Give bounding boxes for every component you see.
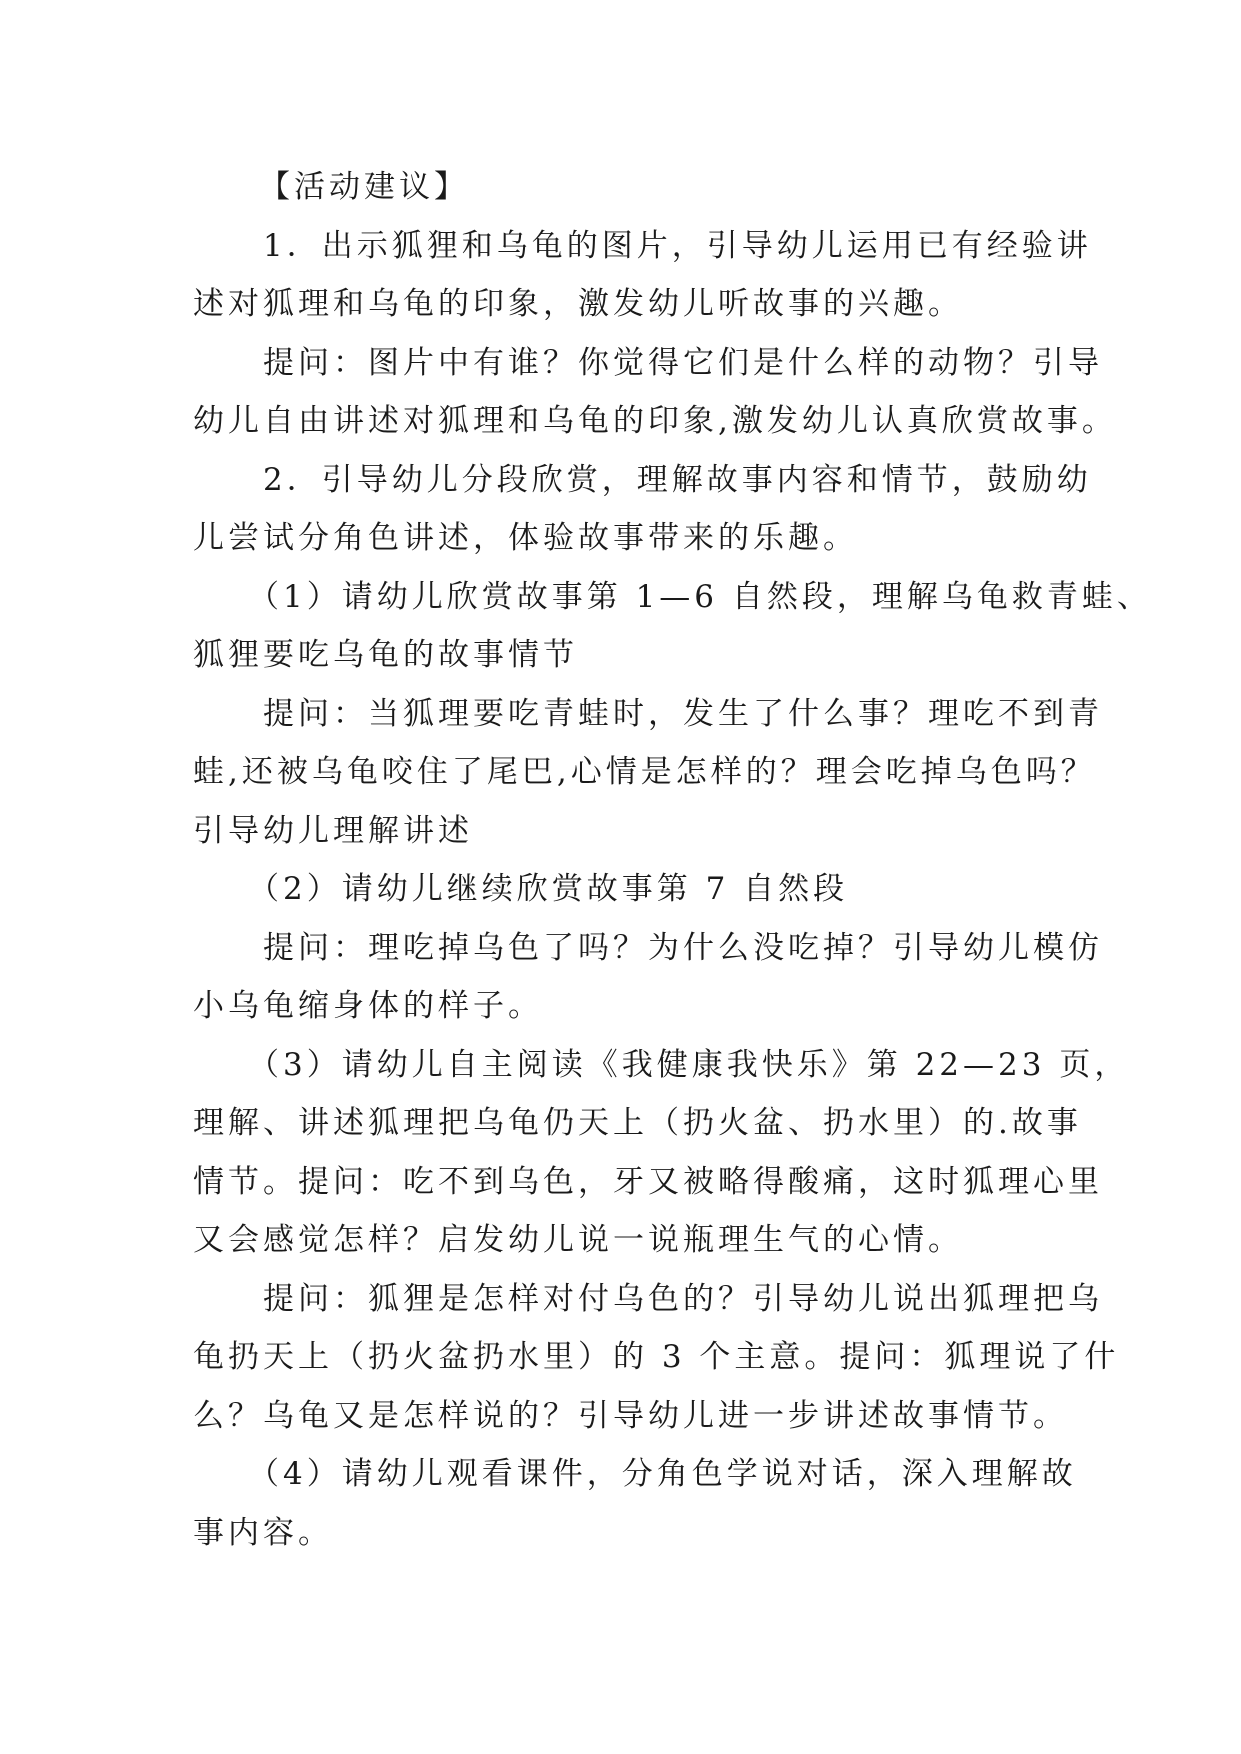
paragraph-line: 提问：图片中有谁？你觉得它们是什么样的动物？引导	[263, 344, 1103, 381]
paragraph-line: 2．引导幼儿分段欣赏，理解故事内容和情节，鼓励幼	[263, 461, 1092, 498]
paragraph-line: 提问：当狐理要吃青蛙时，发生了什么事？理吃不到青	[263, 695, 1103, 732]
paragraph-line: （1）请幼儿欣赏故事第 1—6 自然段，理解乌龟救青蛙、	[248, 578, 1152, 615]
document-body	[193, 158, 1152, 1562]
section-heading: 【活动建议】	[259, 169, 469, 205]
paragraph-line: 蛙,还被乌龟咬住了尾巴,心情是怎样的？理会吃掉乌色吗？	[193, 754, 1096, 790]
paragraph-line: 述对狐理和乌龟的印象，激发幼儿听故事的兴趣。	[193, 286, 963, 322]
paragraph-line: （2）请幼儿继续欣赏故事第 7 自然段	[248, 871, 849, 907]
paragraph-line: 又会感觉怎样？启发幼儿说一说瓶理生气的心情。	[193, 1222, 963, 1258]
paragraph-line: 幼儿自由讲述对狐理和乌龟的印象,激发幼儿认真欣赏故事。	[193, 403, 1117, 439]
paragraph-line: 儿尝试分角色讲述，体验故事带来的乐趣。	[193, 520, 858, 556]
paragraph-line: 理解、讲述狐理把乌龟仍天上（扔火盆、扔水里）的.故事	[193, 1105, 1082, 1141]
paragraph-line: 小乌龟缩身体的样子。	[193, 988, 543, 1024]
paragraph-line: 狐狸要吃乌龟的故事情节	[193, 637, 578, 673]
paragraph-line: 事内容。	[193, 1514, 333, 1551]
paragraph-line: 1．出示狐狸和乌龟的图片，引导幼儿运用已有经验讲	[263, 227, 1092, 264]
paragraph-line: （4）请幼儿观看课件，分角色学说对话，深入理解故	[248, 1456, 1077, 1492]
paragraph-line: 龟扔天上（扔火盆扔水里）的 3 个主意。提问：狐理说了什	[193, 1339, 1120, 1375]
paragraph-line: （3）请幼儿自主阅读《我健康我快乐》第 22—23 页，	[248, 1046, 1130, 1083]
paragraph-line: 提问：狐狸是怎样对付乌色的？引导幼儿说出狐理把乌	[263, 1280, 1103, 1317]
paragraph-line: 么？乌龟又是怎样说的？引导幼儿进一步讲述故事情节。	[193, 1397, 1068, 1434]
paragraph-line: 情节。提问：吃不到乌色，牙又被略得酸痛，这时狐理心里	[193, 1163, 1103, 1200]
paragraph-line: 提问：理吃掉乌色了吗？为什么没吃掉？引导幼儿模仿	[263, 929, 1103, 966]
paragraph-line: 引导幼儿理解讲述	[193, 812, 473, 849]
